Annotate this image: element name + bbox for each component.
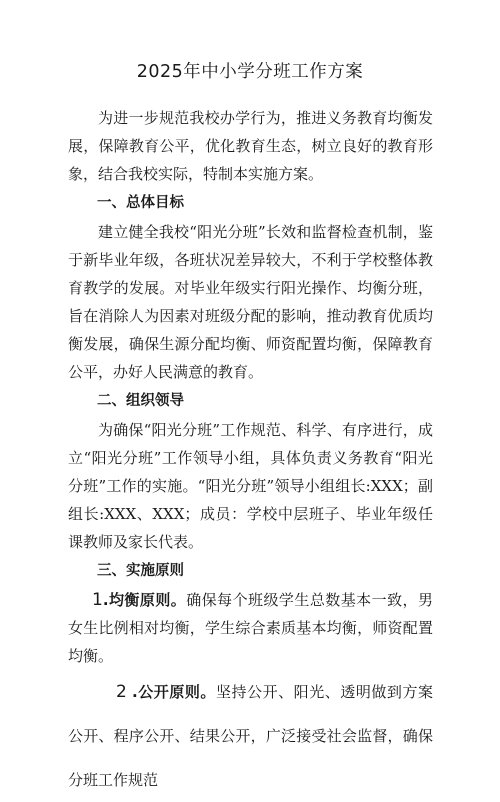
principle-text: 确保每个班级学生总数基本一致，男女生比例相对均衡，学生综合素质基本均衡，师资配置均衡。 (68, 591, 433, 665)
section-heading-goals: 一、总体目标 (97, 195, 184, 211)
principle-label: .公开原则。 (132, 683, 216, 701)
page-title: 2025年中小学分班工作方案 (136, 62, 364, 82)
section-heading-principles: 三、实施原则 (97, 563, 184, 579)
document-body (68, 104, 433, 802)
section-heading-leadership: 二、组织领导 (97, 393, 184, 409)
goals-paragraph: 建立健全我校“阳光分班”长效和监督检查机制，鉴于新毕业年级，各班状况差异较大，不利于学校整体教育教学的发展。对毕业年级实行阳光操作、均衡分班，旨在消除人为因素对班级分配的影响，推动教育优质均衡发展，确保生源分配均衡、师资配置均衡，保障教育公平，办好人民满意的教育。 (68, 223, 433, 381)
principle-label: .均衡原则。 (102, 591, 187, 609)
principle-number: 1 (92, 590, 103, 610)
principle-item-openness (68, 670, 433, 802)
leadership-paragraph: 为确保“阳光分班”工作规范、科学、有序进行，成立“阳光分班”工作领导小组，具体负责义务教育“阳光分班”工作的实施。“阳光分班”领导小组组长:XXX；副组长:XXX、XXX；成员：学校中层班子、毕业年级任课教师及家长代表。 (68, 421, 433, 551)
principle-item-balance (68, 586, 433, 670)
intro-paragraph: 为进一步规范我校办学行为，推进义务教育均衡发展，保障教育公平，优化教育生态，树立良好的教育形象，结合我校实际，特制本实施方案。 (68, 109, 433, 183)
principle-text: 坚持公开、阳光、透明做到方案公开、程序公开、结果公开，广泛接受社会监督，确保分班工作规范 (68, 683, 433, 789)
principle-number: 2 (116, 682, 127, 702)
